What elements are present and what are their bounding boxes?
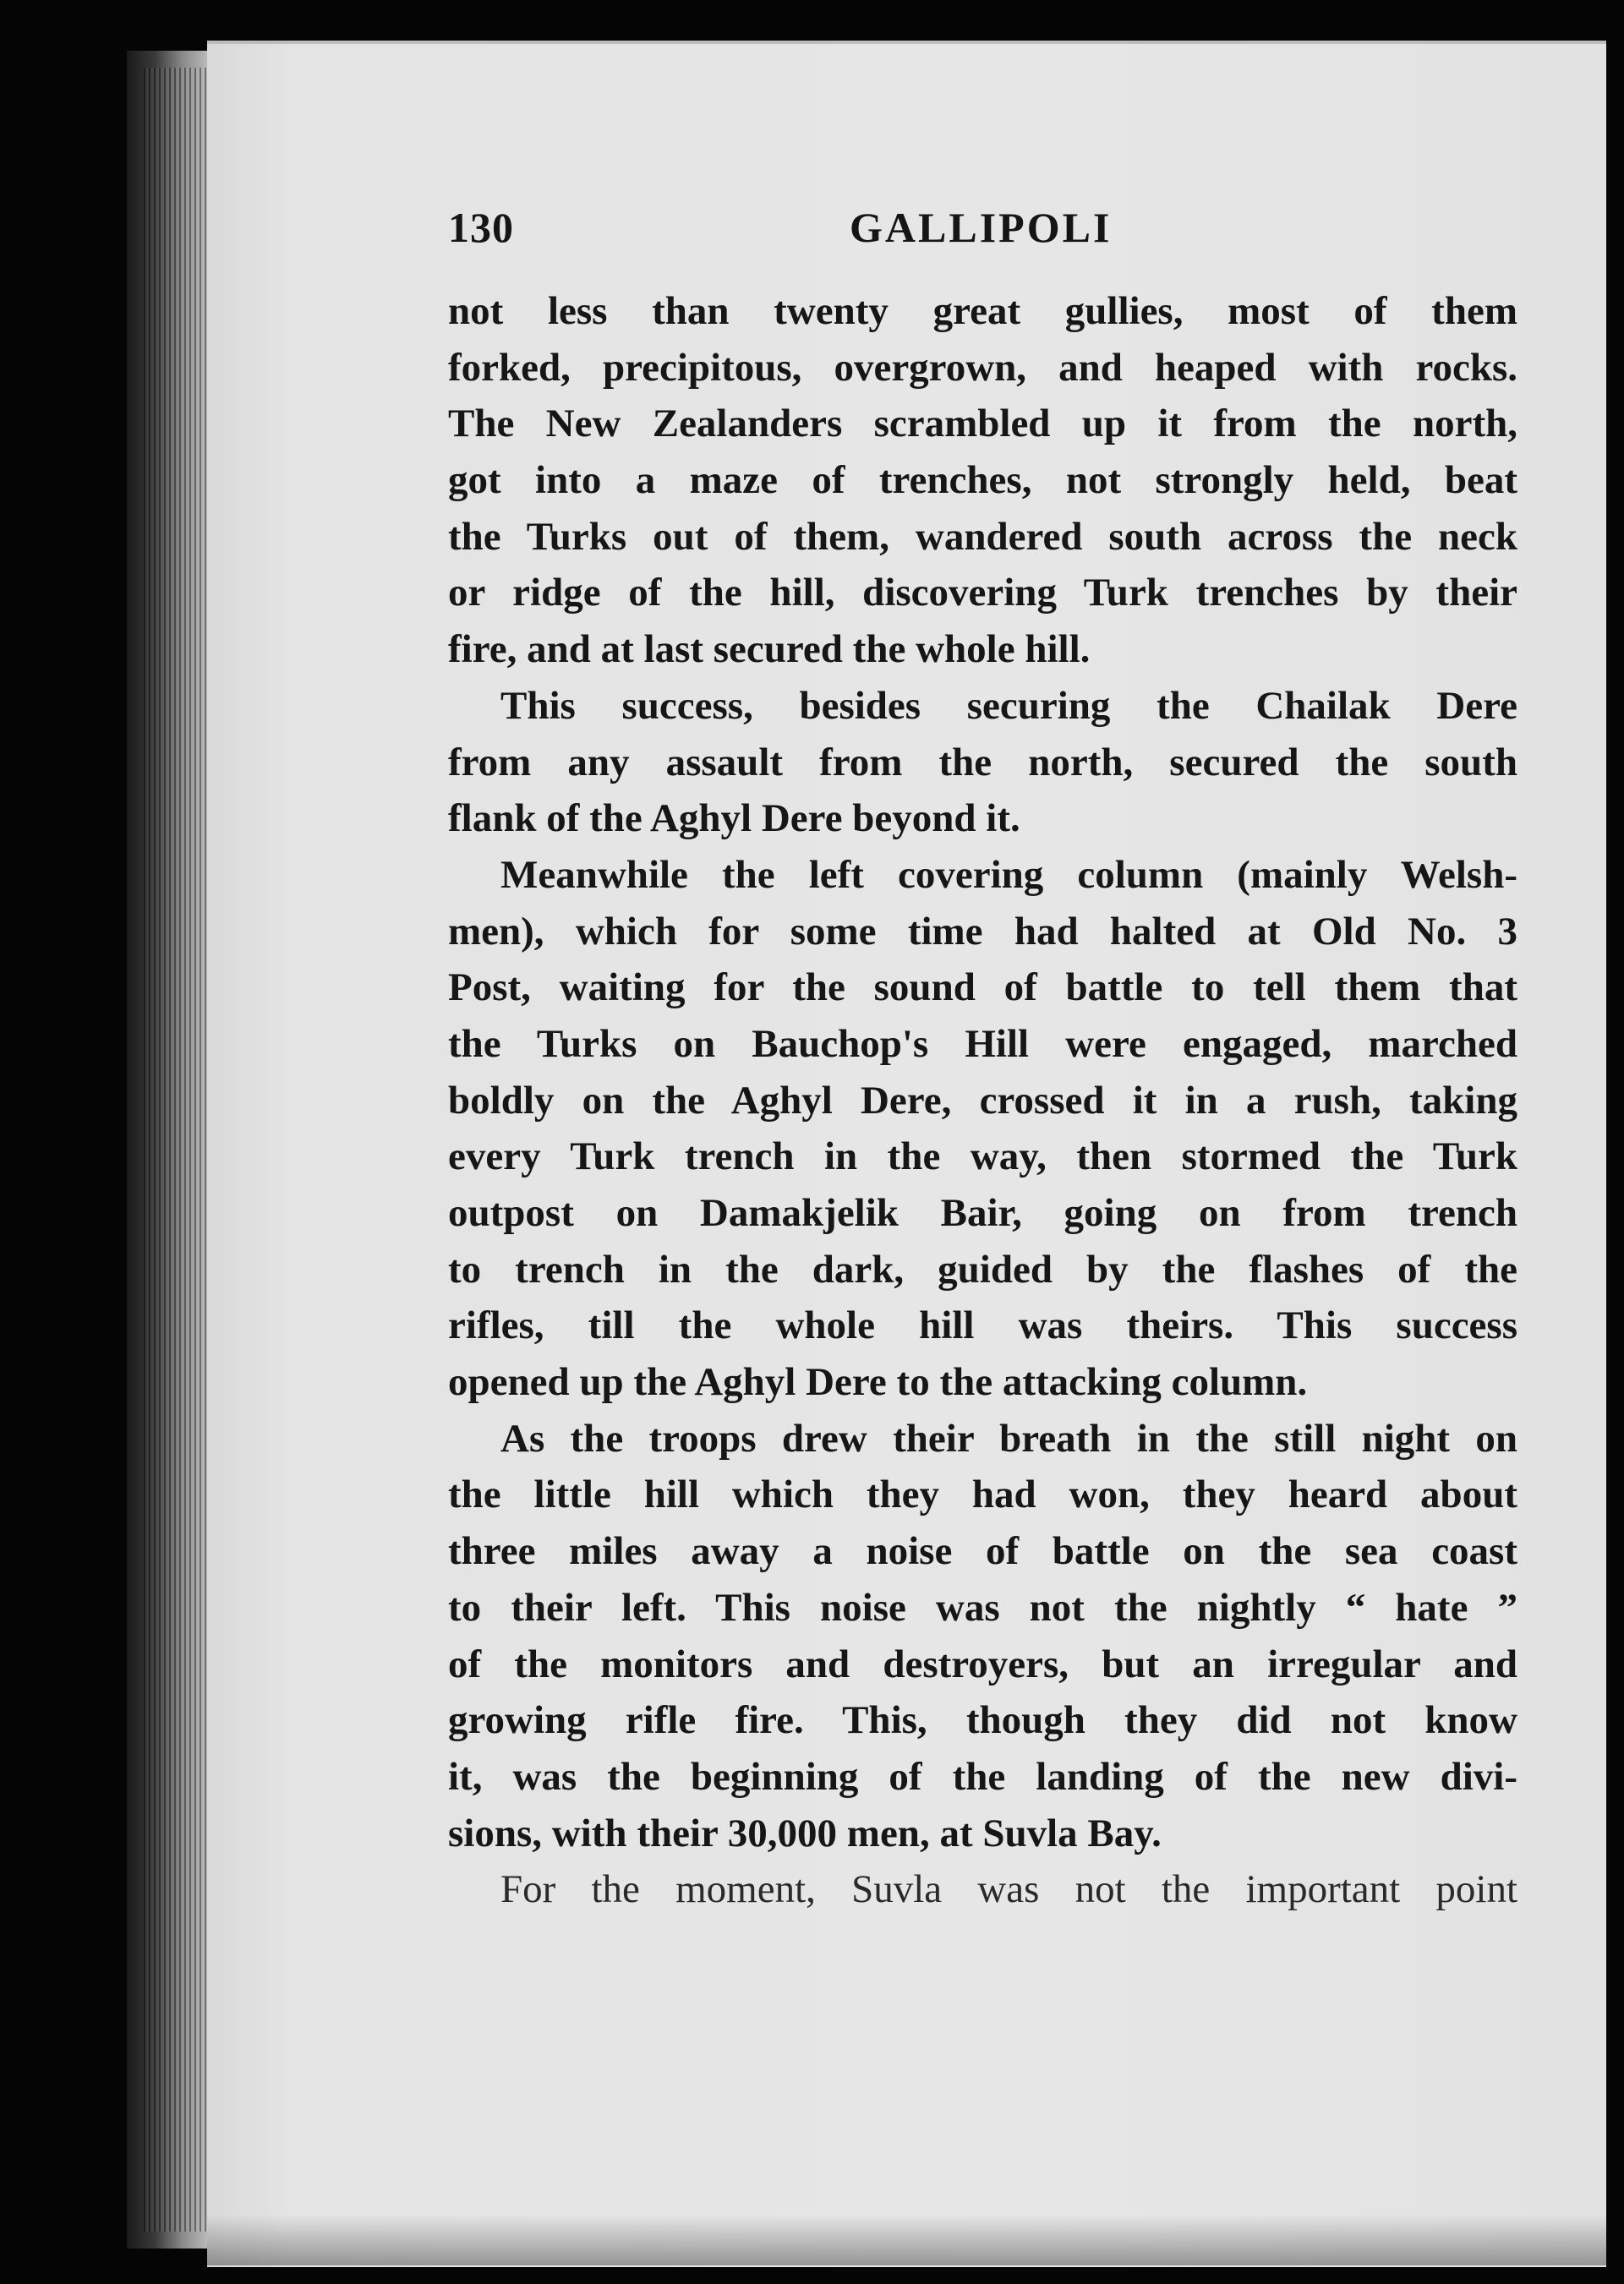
text-line: For the moment, Suvla was not the important point bbox=[500, 1867, 1517, 1912]
text-line: boldly on the Aghyl Dere, crossed it in a rush, taking bbox=[448, 1078, 1517, 1123]
page-stack-edge bbox=[144, 68, 211, 2232]
text-line: As the troops drew their breath in the still night on bbox=[500, 1416, 1517, 1461]
text-line: the Turks out of them, wandered south across the neck bbox=[448, 514, 1517, 559]
page-bottom-shadow bbox=[207, 2215, 1606, 2265]
text-line: to trench in the dark, guided by the flashes of the bbox=[448, 1247, 1517, 1292]
page-header bbox=[448, 203, 1513, 262]
text-line: or ridge of the hill, discovering Turk trenches by their bbox=[448, 571, 1517, 615]
text-line: flank of the Aghyl Dere beyond it. bbox=[448, 796, 1020, 841]
text-line: from any assault from the north, secured the south bbox=[448, 740, 1517, 784]
text-line: three miles away a noise of battle on the sea coast bbox=[448, 1529, 1517, 1574]
text-line: Meanwhile the left covering column (mainly Welsh- bbox=[500, 852, 1517, 897]
text-line: outpost on Damakjelik Bair, going on from trench bbox=[448, 1191, 1517, 1235]
text-line: every Turk trench in the way, then stormed the Turk bbox=[448, 1134, 1517, 1179]
text-line: not less than twenty great gullies, most of them bbox=[448, 289, 1517, 333]
text-line: growing rifle fire. This, though they did not know bbox=[448, 1698, 1517, 1743]
text-line: opened up the Aghyl Dere to the attacking column. bbox=[448, 1360, 1308, 1405]
text-line: fire, and at last secured the whole hill. bbox=[448, 627, 1091, 672]
text-line: the little hill which they had won, they heard about bbox=[448, 1473, 1517, 1517]
text-line: to their left. This noise was not the nightly “ hate ” bbox=[448, 1585, 1517, 1630]
text-line: sions, with their 30,000 men, at Suvla Bay. bbox=[448, 1811, 1162, 1855]
text-line: of the monitors and destroyers, but an irregular and bbox=[448, 1642, 1517, 1686]
body-text bbox=[448, 283, 1517, 1918]
text-line: This success, besides securing the Chailak Dere bbox=[500, 683, 1517, 728]
text-line: rifles, till the whole hill was theirs. This success bbox=[448, 1303, 1517, 1348]
running-head: GALLIPOLI bbox=[850, 204, 1113, 251]
text-line: it, was the beginning of the landing of the new divi- bbox=[448, 1754, 1517, 1799]
text-line: forked, precipitous, overgrown, and heaped with rocks. bbox=[448, 345, 1517, 390]
text-line: Post, waiting for the sound of battle to tell them that bbox=[448, 965, 1517, 1010]
page-number: 130 bbox=[448, 204, 514, 251]
text-line: got into a maze of trenches, not strongly held, beat bbox=[448, 458, 1517, 503]
text-line: men), which for some time had halted at Old No. 3 bbox=[448, 909, 1517, 953]
text-line: the Turks on Bauchop's Hill were engaged, marched bbox=[448, 1021, 1517, 1066]
text-line: The New Zealanders scrambled up it from the north, bbox=[448, 402, 1517, 446]
